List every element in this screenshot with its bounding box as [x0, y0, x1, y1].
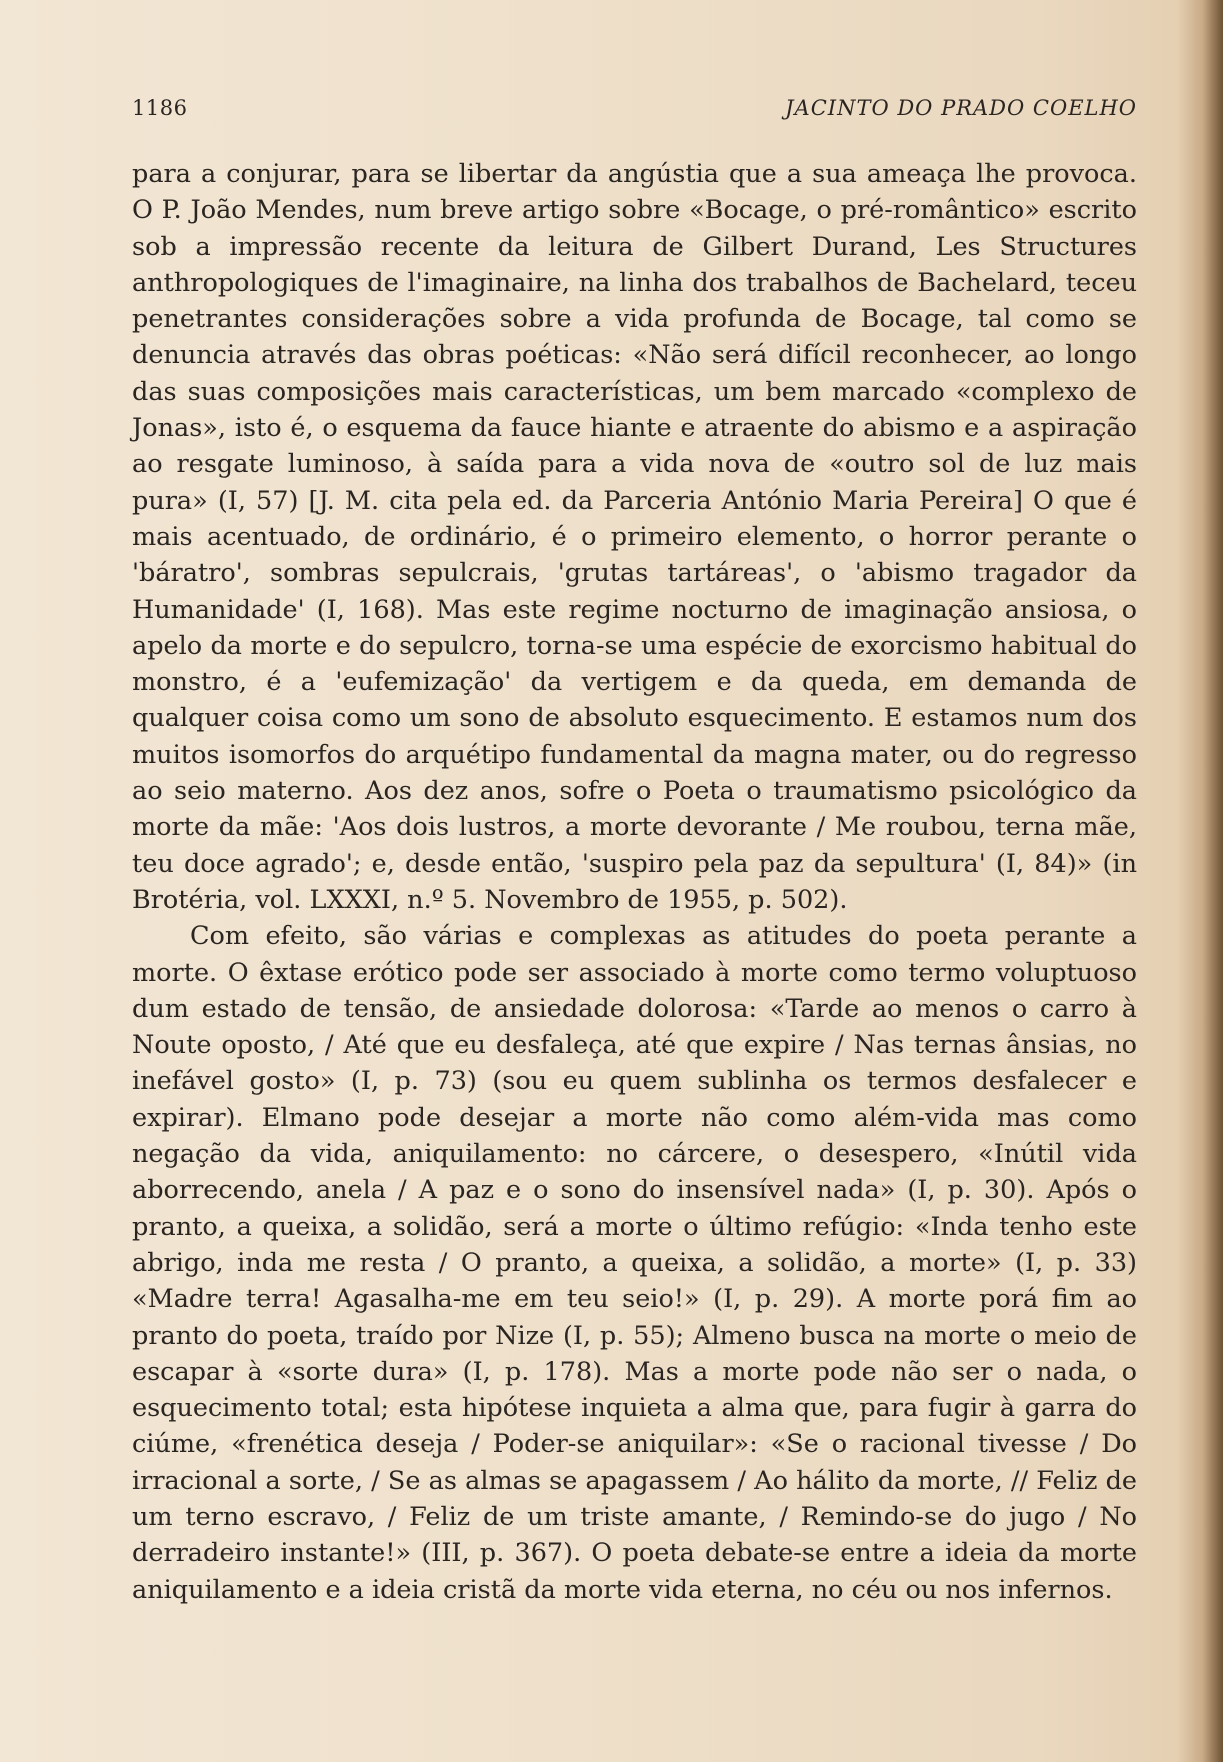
body-text	[132, 156, 1137, 1608]
running-title: JACINTO DO PRADO COELHO	[785, 96, 1137, 120]
paragraph-2: Com efeito, são várias e complexas as atitudes do poeta perante a morte. O êxtase erótico pode ser associado à morte como termo voluptuoso dum estado de tensão, de ansiedade dolorosa: «Tarde ao menos o carro à Noute oposto, / Até que eu desfaleça, até que expire / Nas ternas ânsias, no inefável gosto» (I, p. 73) (sou eu quem sublinha os termos desfalecer e expirar). Elmano pode desejar a morte não como além-vida mas como negação da vida, aniquilamento: no cárcere, o desespero, «Inútil vida aborrecendo, anela / A paz e o sono do insensível nada» (I, p. 30). Após o pranto, a queixa, a solidão, será a morte o último refúgio: «Inda tenho este abrigo, inda me resta / O pranto, a queixa, a solidão, a morte» (I, p. 33) «Madre terra! Agasalha-me em teu seio!» (I, p. 29). A morte porá fim ao pranto do poeta, traído por Nize (I, p. 55); Almeno busca na morte o meio de escapar à «sorte dura» (I, p. 178). Mas a morte pode não ser o nada, o esquecimento total; esta hipótese inquieta a alma que, para fugir à garra do ciúme, «frenética deseja / Poder-se aniquilar»: «Se o racional tivesse / Do irracional a sorte, / Se as almas se apagassem / Ao hálito da morte, // Feliz de um terno escravo, / Feliz de um triste amante, / Remindo-se do jugo / No derradeiro instante!» (III, p. 367). O poeta debate-se entre a ideia da morte aniquilamento e a ideia cristã da morte vida eterna, no céu ou nos infernos.	[132, 921, 1137, 1605]
page-number: 1186	[132, 96, 188, 120]
book-page	[132, 92, 1137, 1608]
binding-shadow	[1177, 0, 1223, 1762]
paragraph-1: para a conjurar, para se libertar da angústia que a sua ameaça lhe provoca. O P. João Mendes, num breve artigo sobre «Bocage, o pré-romântico» escrito sob a impressão recente da leitura de Gilbert Durand, Les Structures anthropologiques de l'imaginaire, na linha dos trabalhos de Bachelard, teceu penetrantes considerações sobre a vida profunda de Bocage, tal como se denuncia através das obras poéticas: «Não será difícil reconhecer, ao longo das suas composições mais características, um bem marcado «complexo de Jonas», isto é, o esquema da fauce hiante e atraente do abismo e a aspiração ao resgate luminoso, à saída para a vida nova de «outro sol de luz mais pura» (I, 57) [J. M. cita pela ed. da Parceria António Maria Pereira] O que é mais acentuado, de ordinário, é o primeiro elemento, o horror perante o 'báratro', sombras sepulcrais, 'grutas tartáreas', o 'abismo tragador da Humanidade' (I, 168). Mas este regime nocturno de imaginação ansiosa, o apelo da morte e do sepulcro, torna-se uma espécie de exorcismo habitual do monstro, é a 'eufemização' da vertigem e da queda, em demanda de qualquer coisa como um sono de absoluto esquecimento. E estamos num dos muitos isomorfos do arquétipo fundamental da magna mater, ou do regresso ao seio materno. Aos dez anos, sofre o Poeta o traumatismo psicológico da morte da mãe: 'Aos dois lustros, a morte devorante / Me roubou, terna mãe, teu doce agrado'; e, desde então, 'suspiro pela paz da sepultura' (I, 84)» (in Brotéria, vol. LXXXI, n.º 5. Novembro de 1955, p. 502).	[132, 159, 1137, 915]
running-header	[132, 92, 1137, 128]
